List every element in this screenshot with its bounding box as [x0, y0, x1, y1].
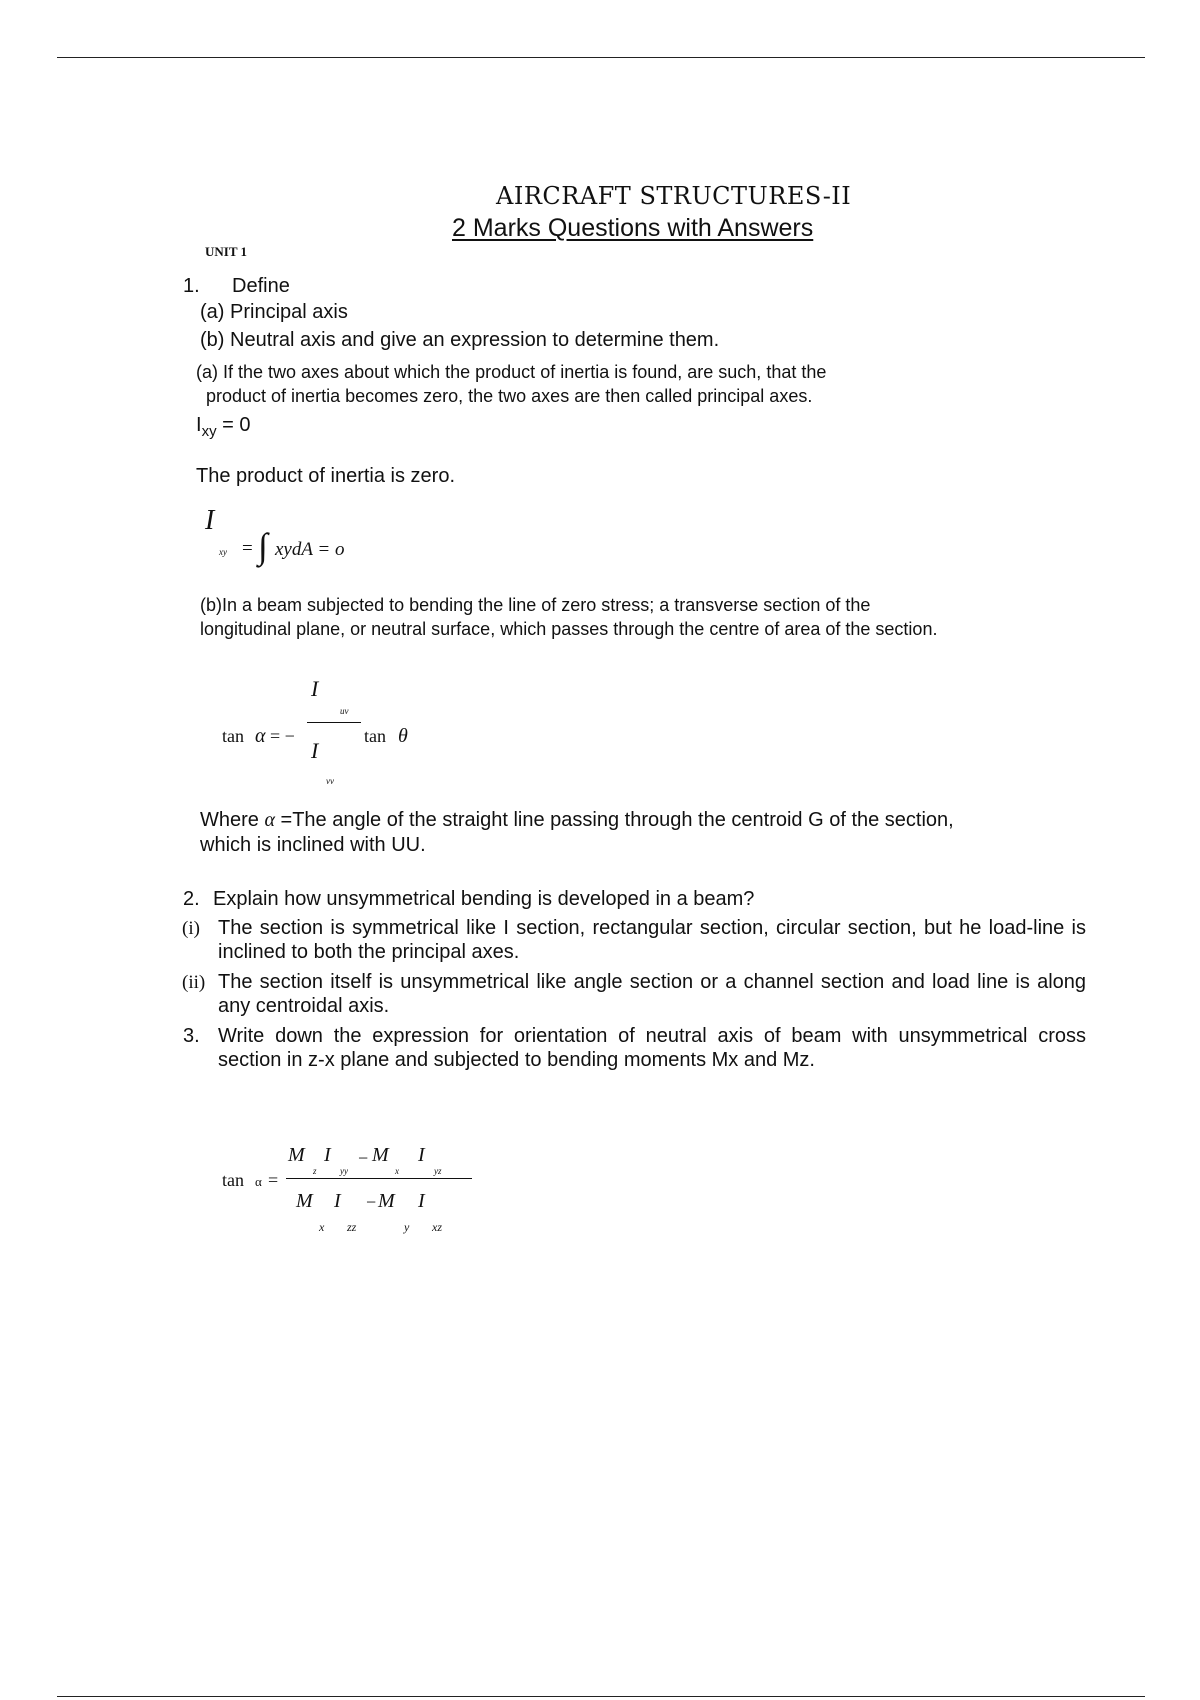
ixy-subscript: xy: [201, 423, 217, 440]
equation-product-inertia: [200, 505, 400, 575]
where-line1: [200, 808, 954, 832]
eq3-num-I2-sub: yz: [434, 1166, 442, 1176]
ixy-value: = 0: [216, 414, 251, 436]
eq1-integrand: xydA = o: [275, 539, 345, 560]
q2-item-ii-text: The section itself is unsymmetrical like angle section or a channel section and load line is along any centroidal axis.: [218, 971, 1086, 1017]
q1-answer-a-line2: product of inertia becomes zero, the two axes are then called principal axes.: [206, 386, 813, 406]
eq2-tan-right: tan: [364, 726, 386, 746]
eq3-den-M1: M: [296, 1190, 313, 1212]
eq3-den-M1-sub: x: [319, 1220, 325, 1234]
eq1-equals: =: [242, 538, 253, 559]
eq2-alpha: α: [255, 725, 266, 747]
equation-orientation-neutral-axis: [218, 1140, 498, 1240]
eq3-fraction-bar: [286, 1178, 472, 1179]
eq2-numerator-subscript: uv: [340, 706, 349, 716]
q1-part-a: (a) Principal axis: [200, 301, 348, 323]
eq2-theta: θ: [398, 725, 408, 747]
top-rule: [57, 57, 1145, 58]
bottom-rule: [57, 1696, 1145, 1697]
eq3-den-M2-sub: y: [404, 1220, 410, 1234]
product-inertia-zero-text: The product of inertia is zero.: [196, 465, 456, 487]
eq3-num-M1: M: [288, 1144, 305, 1166]
eq3-num-M2: M: [372, 1144, 389, 1166]
where-alpha: α: [264, 809, 275, 831]
eq1-integral-sign: ∫: [258, 526, 268, 566]
eq3-den-I2-sub: xz: [432, 1220, 442, 1234]
eq3-num-minus: −: [358, 1148, 369, 1168]
eq2-numerator-I: I: [311, 676, 319, 701]
eq2-tan: tan: [222, 726, 244, 746]
eq3-den-M2: M: [378, 1190, 395, 1212]
q2-prompt: Explain how unsymmetrical bending is developed in a beam?: [213, 888, 755, 910]
unit-label: UNIT 1: [205, 244, 248, 259]
eq3-num-I1-sub: yy: [340, 1166, 348, 1176]
equation-neutral-axis: [218, 676, 438, 796]
eq2-equals-minus: = −: [270, 726, 295, 746]
ixy-symbol: I: [196, 414, 202, 436]
eq2-denominator-subscript: vv: [326, 776, 334, 786]
eq3-tan: tan: [222, 1170, 244, 1190]
q2-item-i-text: The section is symmetrical like I section, rectangular section, circular section, but he load-line is inclined to both the principal axes.: [218, 917, 1086, 963]
q3-number: 3.: [183, 1025, 200, 1047]
ixy-equation: [196, 413, 250, 444]
document-subtitle: 2 Marks Questions with Answers: [452, 214, 814, 242]
eq3-den-I2: I: [418, 1190, 425, 1212]
eq3-num-I2: I: [418, 1144, 425, 1166]
eq1-subscript: xy: [219, 547, 227, 557]
eq1-I: I: [205, 505, 215, 536]
q2-item-i-label: (i): [182, 918, 200, 939]
where-definition: =The angle of the straight line passing through the centroid G of the section,: [274, 809, 954, 831]
eq3-num-M1-sub: z: [313, 1166, 317, 1176]
q1-prompt: Define: [232, 275, 290, 297]
document-title: AIRCRAFT STRUCTURES-II: [496, 182, 852, 210]
eq2-fraction-bar: [307, 722, 361, 723]
q1-answer-a-line1: (a) If the two axes about which the product of inertia is found, are such, that the: [196, 362, 827, 382]
eq3-num-M2-sub: x: [395, 1166, 399, 1176]
eq3-den-minus: −: [366, 1192, 377, 1212]
q1-answer-b-line2: longitudinal plane, or neutral surface, which passes through the centre of area of the section.: [200, 619, 938, 639]
eq3-num-I1: I: [324, 1144, 331, 1166]
where-prefix: Where: [200, 809, 265, 831]
where-line2: which is inclined with UU.: [200, 834, 426, 856]
q3-text: Write down the expression for orientation of neutral axis of beam with unsymmetrical cross section in z-x plane and subjected to bending moments Mx and Mz.: [218, 1025, 1086, 1071]
q2-number: 2.: [183, 888, 200, 910]
q1-answer-b-line1: (b)In a beam subjected to bending the line of zero stress; a transverse section of the: [200, 595, 871, 615]
eq3-den-I1-sub: zz: [347, 1220, 357, 1234]
q2-item-ii-label: (ii): [182, 972, 206, 993]
eq3-den-I1: I: [334, 1190, 341, 1212]
eq3-equals: =: [268, 1170, 279, 1190]
eq2-denominator-I: I: [311, 738, 319, 763]
eq3-alpha: α: [255, 1174, 262, 1189]
q1-part-b: (b) Neutral axis and give an expression to determine them.: [200, 329, 720, 351]
q1-number: 1.: [183, 275, 200, 297]
